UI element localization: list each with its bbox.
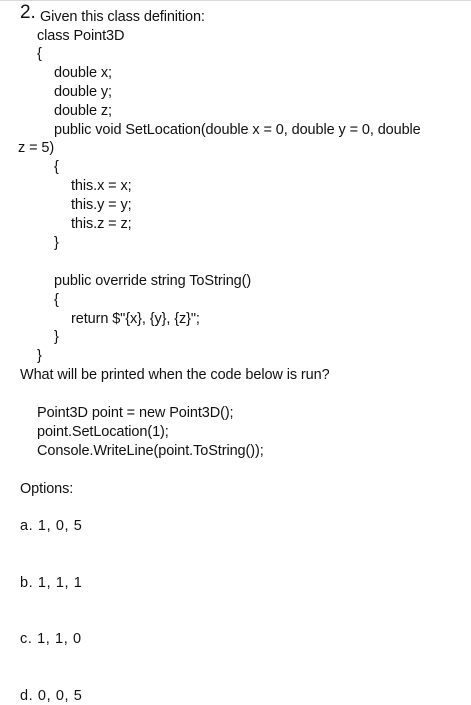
option-a[interactable]: a. 1, 0, 5 [20, 518, 83, 534]
question-prompt: What will be printed when the code below is run? [20, 367, 330, 383]
option-d[interactable]: d. 0, 0, 5 [20, 688, 83, 704]
code-line: public override string ToString() [54, 273, 252, 289]
code-line: double y; [54, 84, 112, 100]
code-line: } [37, 348, 42, 364]
code-line: { [54, 159, 59, 175]
code-line: z = 5) [18, 140, 55, 156]
snippet-line: Point3D point = new Point3D(); [37, 405, 234, 421]
code-line: class Point3D [37, 28, 125, 44]
code-line: this.x = x; [71, 178, 132, 194]
options-label: Options: [20, 481, 74, 497]
code-line: public void SetLocation(double x = 0, double y = 0, double [54, 122, 421, 138]
question-number: 2. [20, 2, 36, 23]
snippet-line: Console.WriteLine(point.ToString()); [37, 443, 264, 459]
code-line: return $"{x}, {y}, {z}"; [71, 311, 200, 327]
code-line: { [54, 292, 59, 308]
code-line: double x; [54, 65, 112, 81]
top-divider [0, 0, 471, 1]
option-b[interactable]: b. 1, 1, 1 [20, 575, 83, 591]
code-line: } [54, 235, 59, 251]
question-text: Given this class definition: [40, 9, 205, 25]
snippet-line: point.SetLocation(1); [37, 424, 169, 440]
option-c[interactable]: c. 1, 1, 0 [20, 631, 82, 647]
code-line: this.y = y; [71, 197, 132, 213]
code-line: { [37, 46, 42, 62]
code-line: this.z = z; [71, 216, 132, 232]
code-line: } [54, 329, 59, 345]
code-line: double z; [54, 103, 112, 119]
